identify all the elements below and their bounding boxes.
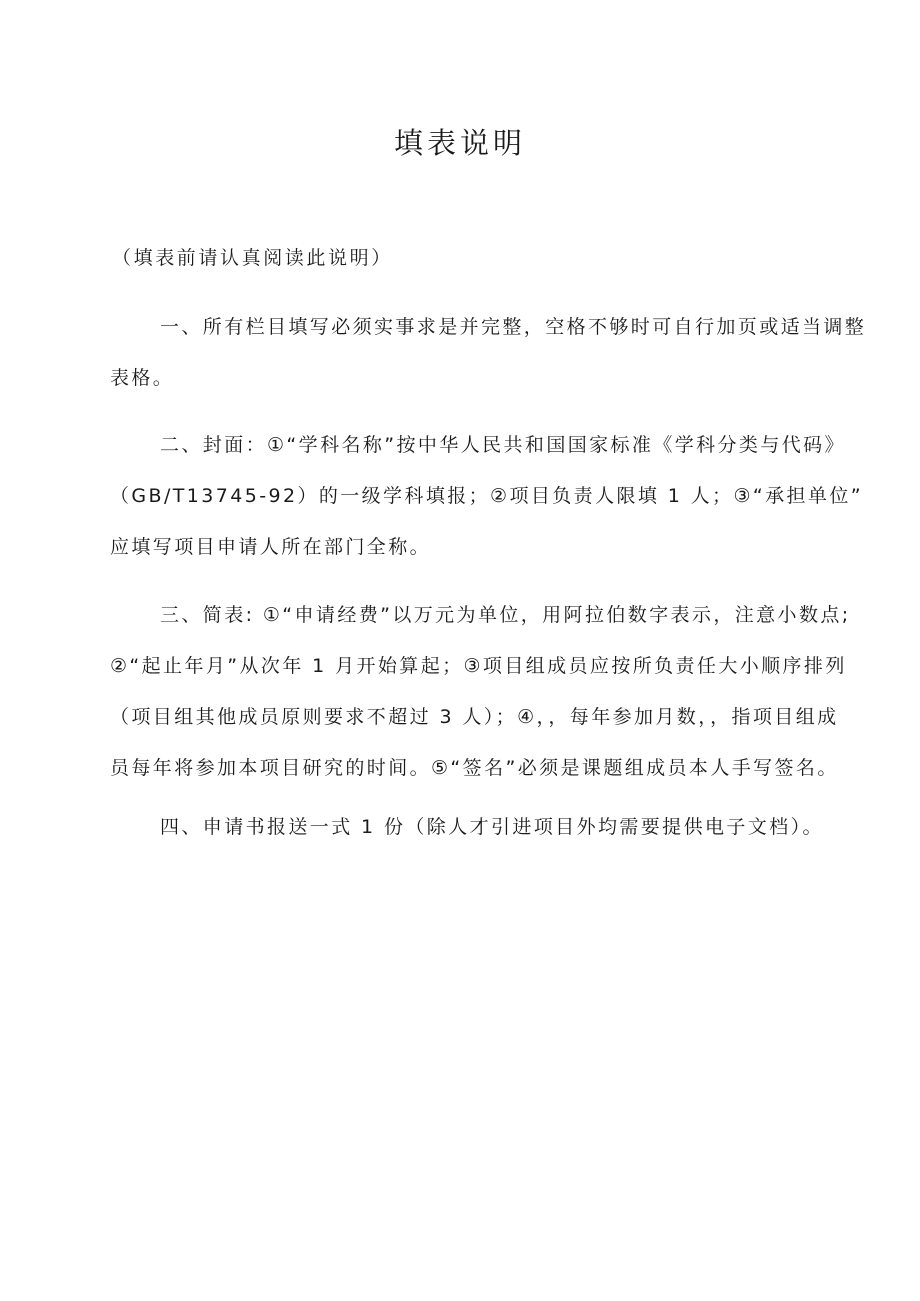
paragraph-line: 应填写项目申请人所在部门全称。 <box>110 536 432 558</box>
paragraph-line: 一、所有栏目填写必须实事求是并完整，空格不够时可自行加页或适当调整 <box>160 316 867 338</box>
paragraph-line: 四、申请书报送一式 1 份（除人才引进项目外均需要提供电子文档）。 <box>160 816 824 838</box>
instruction-item-1 <box>110 302 867 404</box>
instruction-item-4 <box>110 802 824 853</box>
paragraph-line: （项目组其他成员原则要求不超过 3 人）；④，，每年参加月数，，指项目组成 <box>110 706 839 728</box>
paragraph-line: 表格。 <box>110 367 175 389</box>
paragraph-line: 二、封面：①“学科名称”按中华人民共和国国家标准《学科分类与代码》 <box>160 434 846 456</box>
paragraph-line: ②“起止年月”从次年 1 月开始算起；③项目组成员应按所负责任大小顺序排列 <box>110 655 847 677</box>
paragraph-line: 三、简表: ①“申请经费”以万元为单位，用阿拉伯数字表示，注意小数点; <box>160 604 851 626</box>
paragraph-line: （GB/T13745-92）的一级学科填报；②项目负责人限填 1 人；③“承担单位” <box>110 485 863 507</box>
instruction-item-2 <box>110 420 863 573</box>
reading-note: （填表前请认真阅读此说明） <box>112 247 393 269</box>
page-title: 填表说明 <box>393 126 526 160</box>
instruction-item-3 <box>110 590 851 794</box>
paragraph-line: 员每年将参加本项目研究的时间。⑤“签名”必须是课题组成员本人手写签名。 <box>110 757 839 779</box>
